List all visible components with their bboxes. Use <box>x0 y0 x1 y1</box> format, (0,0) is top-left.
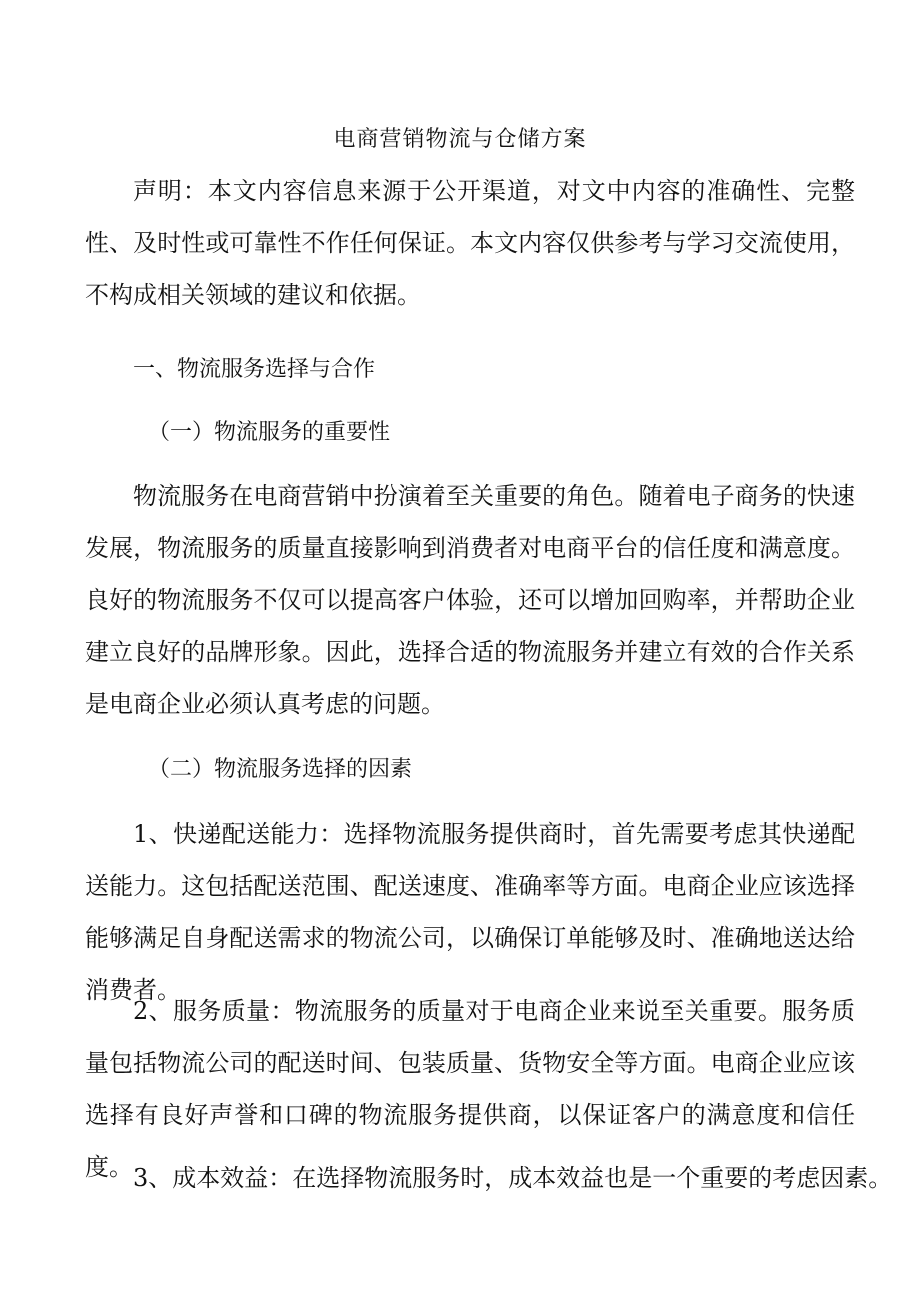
document-title: 电商营销物流与仓储方案 <box>333 127 587 152</box>
importance-paragraph: 物流服务在电商营销中扮演着至关重要的角色。随着电子商务的快速发展，物流服务的质量直接影响到消费者对电商平台的信任度和满意度。良好的物流服务不仅可以提高客户体验，还可以增加回购率，并帮助企业建立良好的品牌形象。因此，选择合适的物流服务并建立有效的合作关系是电商企业必须认真考虑的问题。 <box>85 482 855 718</box>
subsection-heading-1: （一）物流服务的重要性 <box>148 420 391 445</box>
subsection-heading-2: （二）物流服务选择的因素 <box>148 757 413 782</box>
factor-item-2: 2、服务质量：物流服务的质量对于电商企业来说至关重要。服务质量包括物流公司的配送时间、包装质量、货物安全等方面。电商企业应该选择有良好声誉和口碑的物流服务提供商，以保证客户的满意度和信任度。 <box>85 997 855 1181</box>
section-heading-1: 一、物流服务选择与合作 <box>133 357 376 382</box>
disclaimer-paragraph: 声明：本文内容信息来源于公开渠道，对文中内容的准确性、完整性、及时性或可靠性不作任何保证。本文内容仅供参考与学习交流使用，不构成相关领域的建议和依据。 <box>85 177 855 309</box>
factor-item-3: 3、成本效益：在选择物流服务时，成本效益也是一个重要的考虑因素。 <box>133 1164 893 1192</box>
factor-item-1: 1、快递配送能力：选择物流服务提供商时，首先需要考虑其快递配送能力。这包括配送范围、配送速度、准确率等方面。电商企业应该选择能够满足自身配送需求的物流公司，以确保订单能够及时、准确地送达给消费者。 <box>85 820 855 1004</box>
